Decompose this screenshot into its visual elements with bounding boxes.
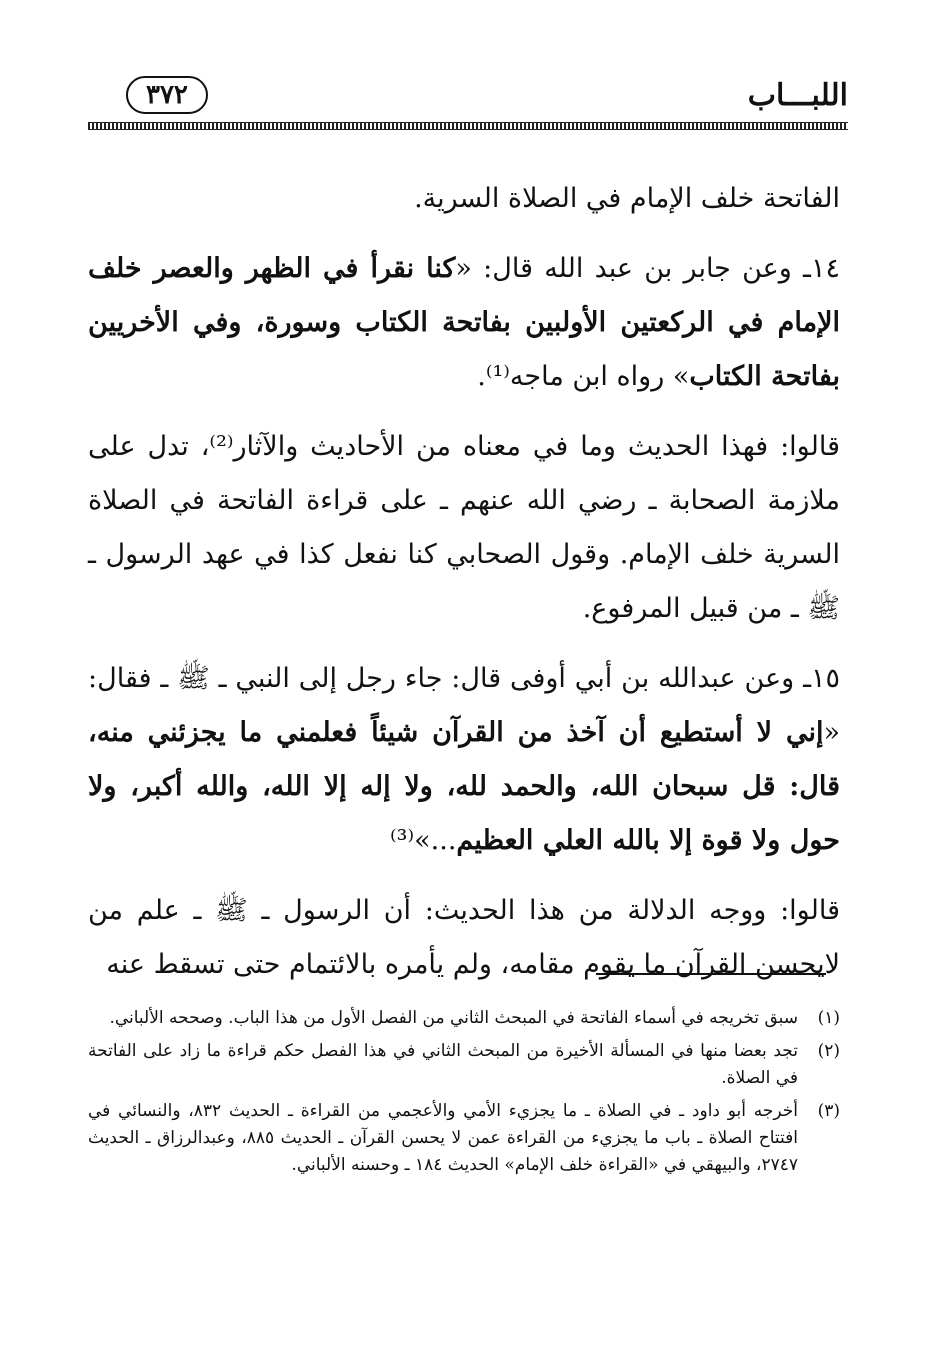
footnote-number: (٣): [817, 1101, 840, 1121]
hadith-source: ...»⁽³⁾: [390, 825, 457, 856]
hadith-intro: وعن جابر بن عبد الله قال: «: [455, 253, 792, 284]
hadith-number: ١٤ـ: [803, 253, 840, 284]
book-title: اللبـــاب: [747, 78, 848, 113]
page-number-badge: ٣٧٢: [126, 76, 208, 114]
footnote-item: [88, 1098, 840, 1179]
page-header: [88, 66, 848, 126]
footnote-number: (١): [817, 1008, 840, 1028]
hadith-text: إني لا أستطيع أن آخذ من القرآن شيئاً فعلمني ما يجزئني منه، قال: قل سبحان الله، والحمد لله، ولا إله إلا الله، والله أكبر، ولا حول ولا قوة إلا بالله العلي العظيم: [88, 717, 840, 856]
hadith-source: » رواه ابن ماجه⁽¹⁾.: [477, 361, 690, 392]
footnotes: [88, 1005, 840, 1185]
main-text: [88, 172, 840, 1008]
footnote-text: تجد بعضا منها في المسألة الأخيرة من المبحث الثاني في هذا الفصل حكم قراءة ما زاد على الفاتحة في الصلاة.: [88, 1041, 798, 1088]
paragraph-1: الفاتحة خلف الإمام في الصلاة السرية.: [414, 183, 840, 214]
footnote-item: [88, 1038, 840, 1092]
paragraph-hadith-14: [88, 242, 840, 404]
hadith-intro: وعن عبدالله بن أبي أوفى قال: جاء رجل إلى النبي ـ ﷺ ـ فقال: «: [88, 663, 840, 748]
hadith-text: كنا نقرأ في الظهر والعصر خلف الإمام في الركعتين الأولبين بفاتحة الكتاب وسورة، وفي الأخريين بفاتحة الكتاب: [88, 253, 840, 392]
footnote-divider: [596, 973, 826, 975]
footnote-text: سبق تخريجه في أسماء الفاتحة في المبحث الثاني من الفصل الأول من هذا الباب. وصححه الألباني.: [109, 1008, 798, 1028]
paragraph-hadith-15: [88, 652, 840, 868]
paragraph-conclusion: قالوا: ووجه الدلالة من هذا الحديث: أن الرسول ـ ﷺ ـ علم من لايحسن القرآن ما يقوم مقامه، ولم يأمره بالائتمام حتى تسقط عنه: [88, 895, 840, 980]
footnote-number: (٢): [817, 1041, 840, 1061]
paragraph-commentary: قالوا: فهذا الحديث وما في معناه من الأحاديث والآثار⁽²⁾، تدل على ملازمة الصحابة ـ رضي الله عنهم ـ على قراءة الفاتحة في الصلاة السرية خلف الإمام. وقول الصحابي كنا نفعل كذا في عهد الرسول ـ ﷺ ـ من قبيل المرفوع.: [88, 431, 841, 624]
footnote-item: [88, 1005, 840, 1032]
footnote-text: أخرجه أبو داود ـ في الصلاة ـ ما يجزيء الأمي والأعجمي من القراءة ـ الحديث ٨٣٢، والنسائي في افتتاح الصلاة ـ باب ما يجزيء من القراءة عمن لا يحسن القرآن ـ الحديث ٨٨٥، وعبدالرزاق ـ الحديث ٢٧٤٧، والبيهقي في «القراءة خلف الإمام» الحديث ١٨٤ ـ وحسنه الألباني.: [88, 1101, 798, 1175]
hadith-number: ١٥ـ: [803, 663, 840, 694]
header-divider: [88, 122, 848, 130]
